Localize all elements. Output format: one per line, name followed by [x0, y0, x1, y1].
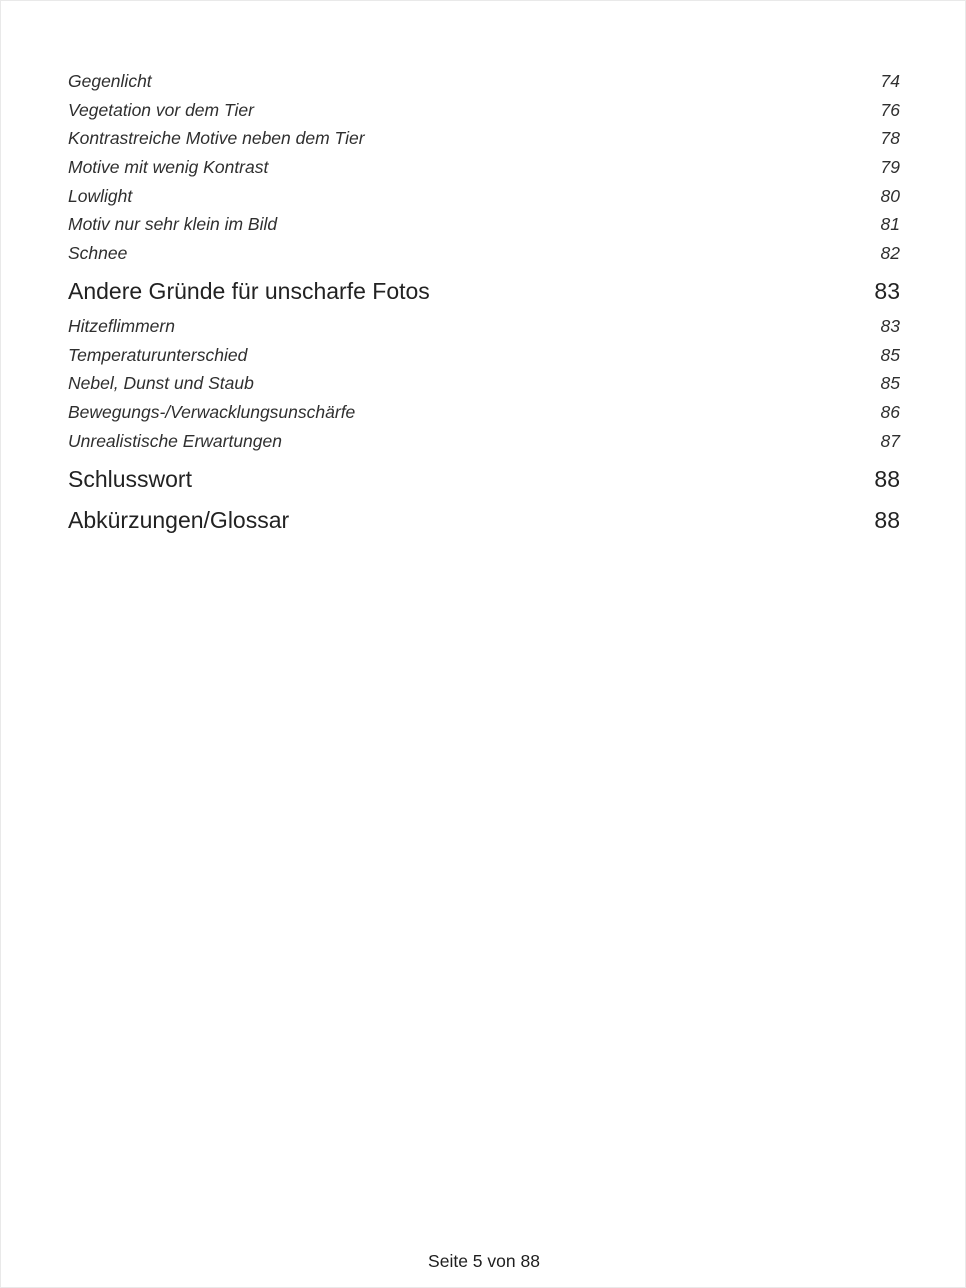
- toc-entry-title: Unrealistische Erwartungen: [68, 430, 282, 451]
- toc-entry-page: 79: [880, 157, 900, 178]
- toc-section: [68, 271, 900, 312]
- toc-entry-title: Hitzeflimmern: [68, 315, 175, 336]
- toc-entry-page: 85: [880, 344, 900, 365]
- toc-entry-title: Kontrastreiche Motive neben dem Tier: [68, 128, 365, 149]
- toc-entry-title: Lowlight: [68, 185, 133, 206]
- toc-entry: [68, 153, 900, 182]
- toc-entry-page: 82: [880, 243, 900, 264]
- toc-entry: [68, 341, 900, 370]
- toc-entry-title: Motive mit wenig Kontrast: [68, 157, 269, 178]
- toc-section: [68, 500, 900, 541]
- toc-section-title: Schlusswort: [68, 466, 192, 493]
- toc-entry-page: 85: [880, 373, 900, 394]
- toc-entry-page: 76: [880, 99, 900, 120]
- toc-entry: [68, 67, 900, 96]
- toc-section-page: 83: [874, 277, 900, 304]
- toc-entry: [68, 124, 900, 153]
- document-page: [1, 1, 965, 1287]
- toc-section-page: 88: [874, 466, 900, 493]
- page-footer: Seite 5 von 88: [428, 1251, 540, 1271]
- toc-entry-title: Schnee: [68, 243, 128, 264]
- toc-entry-page: 81: [880, 214, 900, 235]
- toc-entry-page: 78: [880, 128, 900, 149]
- toc-entry-title: Nebel, Dunst und Staub: [68, 373, 254, 394]
- toc-entry-title: Temperaturunterschied: [68, 344, 248, 365]
- toc-section: [68, 459, 900, 500]
- toc-entry-page: 83: [880, 315, 900, 336]
- toc-entry-page: 80: [880, 185, 900, 206]
- toc-entry: [68, 96, 900, 125]
- toc-entry: [68, 239, 900, 268]
- toc-section-page: 88: [874, 507, 900, 534]
- toc-entry-page: 74: [880, 71, 900, 91]
- table-of-contents: [68, 67, 900, 541]
- toc-entry-title: Motiv nur sehr klein im Bild: [68, 214, 278, 235]
- toc-entry: [68, 182, 900, 211]
- toc-entry: [68, 398, 900, 427]
- toc-entry-title: Vegetation vor dem Tier: [68, 99, 254, 120]
- toc-entry-page: 87: [880, 430, 900, 451]
- toc-entry-page: 86: [880, 401, 900, 422]
- toc-entry: [68, 210, 900, 239]
- toc-section-title: Abkürzungen/Glossar: [68, 507, 290, 534]
- toc-section-title: Andere Gründe für unscharfe Fotos: [68, 277, 430, 304]
- toc-entry-title: Gegenlicht: [68, 71, 152, 91]
- toc-entry-title: Bewegungs-/Verwacklungsunschärfe: [68, 401, 356, 422]
- toc-entry: [68, 312, 900, 341]
- toc-entry: [68, 369, 900, 398]
- toc-entry: [68, 427, 900, 456]
